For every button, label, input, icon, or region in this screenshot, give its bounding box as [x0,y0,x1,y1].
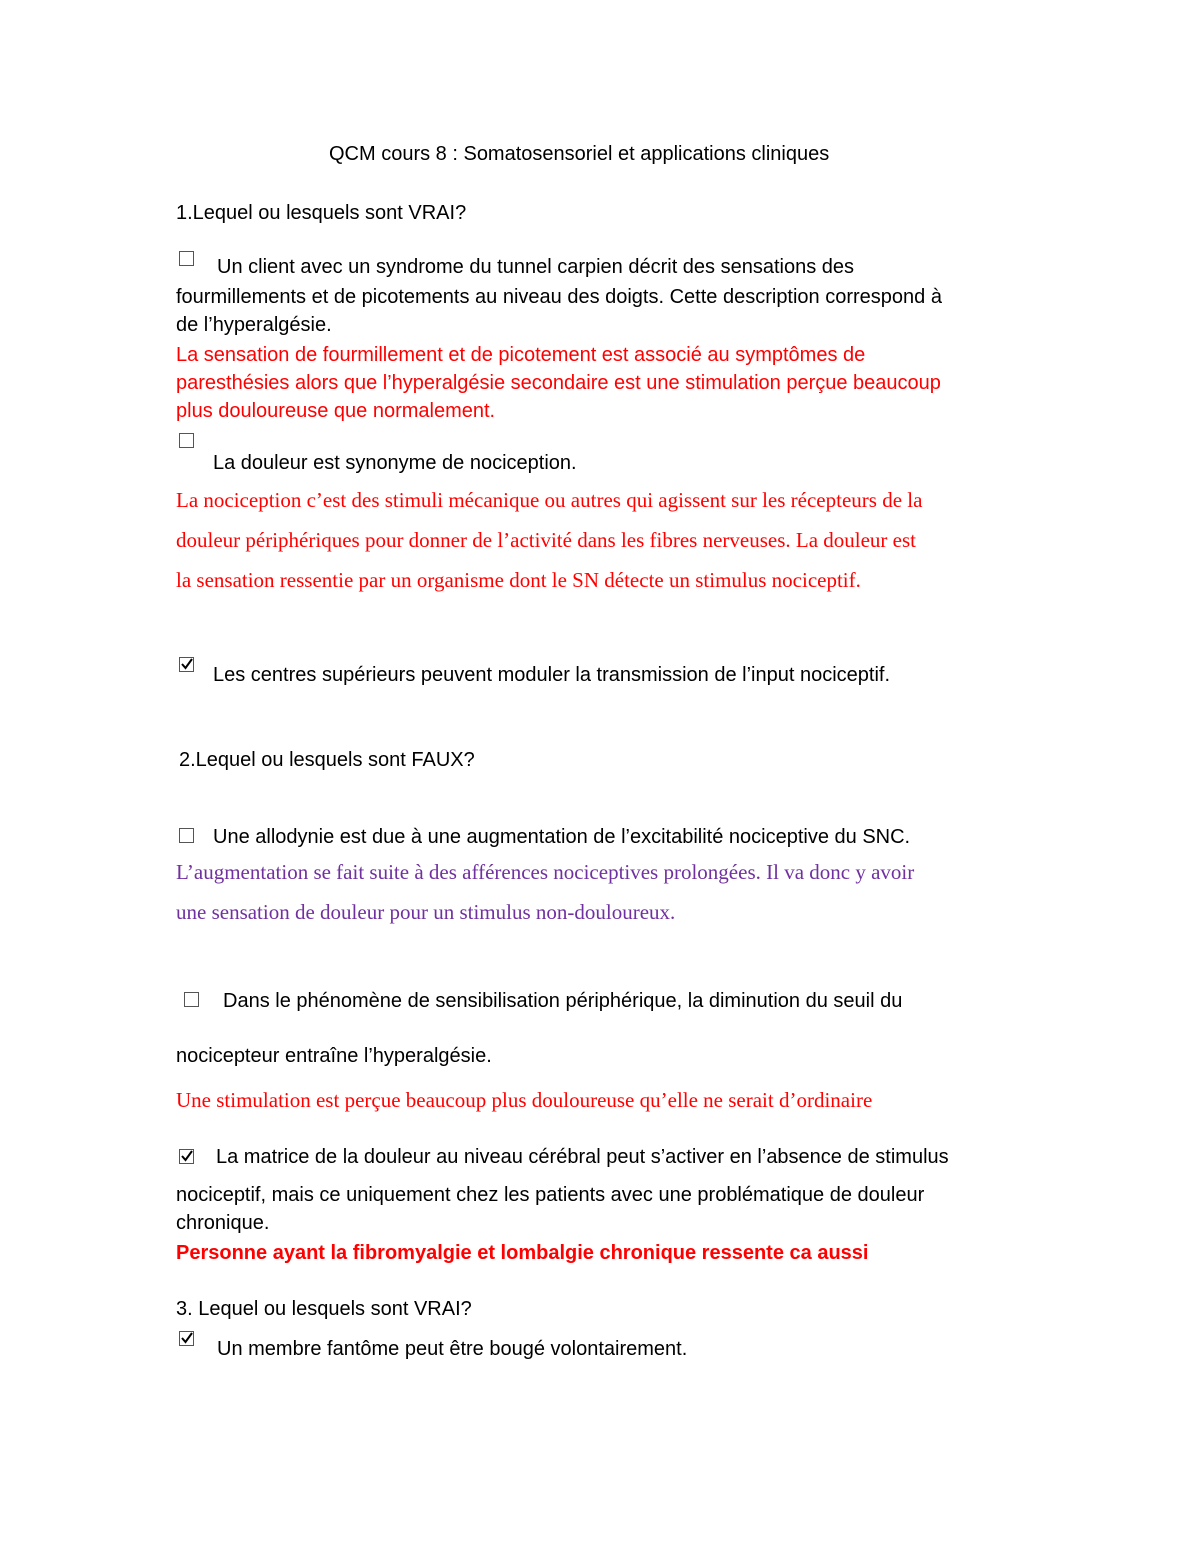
q1-a2-explanation-line3: la sensation ressentie par un organisme dont le SN détecte un stimulus nociceptif. [176,568,861,592]
checkbox-q3-a1-checked[interactable] [179,1331,194,1346]
q2-a2-text-line1: Dans le phénomène de sensibilisation périphérique, la diminution du seuil du [223,990,903,1012]
page-title: QCM cours 8 : Somatosensoriel et applications cliniques [329,143,830,165]
check-mark-icon [181,658,193,670]
q1-a1-text-line3: de l’hyperalgésie. [176,314,332,336]
checkbox-q2-a1[interactable] [179,828,194,843]
question-1-heading: 1.Lequel ou lesquels sont VRAI? [176,202,467,224]
checkbox-q1-a2[interactable] [179,433,194,448]
question-3-heading: 3. Lequel ou lesquels sont VRAI? [176,1298,472,1320]
q2-a3-text-line3: chronique. [176,1212,270,1234]
q1-a2-text: La douleur est synonyme de nociception. [213,452,577,474]
q1-a1-explanation-line3: plus douloureuse que normalement. [176,400,496,422]
q2-a1-text: Une allodynie est due à une augmentation de l’excitabilité nociceptive du SNC. [213,826,911,848]
q2-a2-text-line2: nocicepteur entraîne l’hyperalgésie. [176,1045,492,1067]
q3-a1-text: Un membre fantôme peut être bougé volontairement. [217,1338,688,1360]
checkbox-q1-a1[interactable] [179,251,194,266]
q1-a2-explanation-line2: douleur périphériques pour donner de l’activité dans les fibres nerveuses. La douleur est [176,528,917,552]
q2-a3-text-line1: La matrice de la douleur au niveau cérébral peut s’activer en l’absence de stimulus [216,1146,949,1168]
checkbox-q2-a3-checked[interactable] [179,1149,194,1164]
q1-a2-explanation-line1: La nociception c’est des stimuli mécanique ou autres qui agissent sur les récepteurs de la [176,488,923,512]
checkbox-q2-a2[interactable] [184,992,199,1007]
q1-a1-explanation-line2: paresthésies alors que l’hyperalgésie secondaire est une stimulation perçue beaucoup [176,372,941,394]
q1-a1-text-line1: Un client avec un syndrome du tunnel carpien décrit des sensations des [217,256,855,278]
question-2-heading: 2.Lequel ou lesquels sont FAUX? [179,749,475,771]
checkbox-q1-a3-checked[interactable] [179,657,194,672]
check-mark-icon [181,1150,193,1162]
q1-a1-text-line2: fourmillements et de picotements au niveau des doigts. Cette description correspond à [176,286,942,308]
check-mark-icon [181,1332,193,1344]
q2-a1-explanation-line1: L’augmentation se fait suite à des afférences nociceptives prolongées. Il va donc y avoir [176,860,915,884]
q2-a3-text-line2: nociceptif, mais ce uniquement chez les patients avec une problématique de douleur [176,1184,925,1206]
q1-a3-text: Les centres supérieurs peuvent moduler la transmission de l’input nociceptif. [213,664,891,686]
q2-a3-explanation: Personne ayant la fibromyalgie et lombalgie chronique ressente ca aussi [176,1242,869,1264]
q2-a2-explanation: Une stimulation est perçue beaucoup plus douloureuse qu’elle ne serait d’ordinaire [176,1088,873,1112]
q2-a1-explanation-line2: une sensation de douleur pour un stimulus non-douloureux. [176,900,676,924]
q1-a1-explanation-line1: La sensation de fourmillement et de picotement est associé au symptômes de [176,344,866,366]
